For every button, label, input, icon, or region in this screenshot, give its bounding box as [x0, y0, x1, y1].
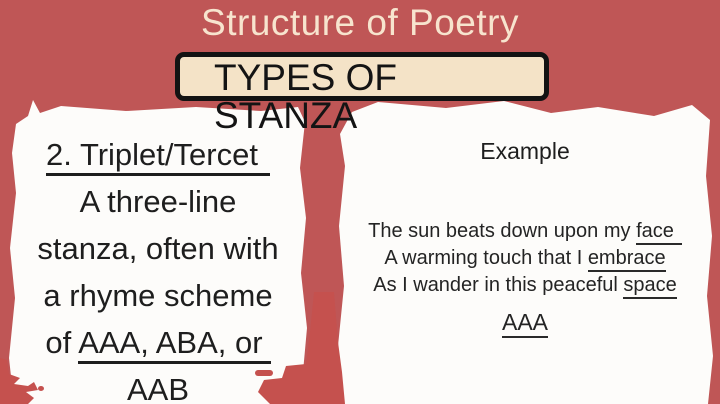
stanza-type-heading — [8, 131, 308, 178]
poem-line — [336, 245, 714, 272]
definition-line: a rhyme scheme — [43, 278, 273, 313]
poem-line-text: A warming touch that I — [384, 247, 588, 269]
rhyme-scheme-last-line — [8, 366, 308, 404]
poem-line-text: The sun beats down upon my — [368, 220, 637, 242]
types-of-stanza-label: TYPES OF STANZA — [214, 57, 397, 136]
poem-line-text: As I wander in this peaceful — [373, 274, 624, 296]
rhyme-scheme-options: AAA, ABA, or — [78, 325, 270, 364]
types-of-stanza-box — [175, 52, 549, 136]
rhyme-pattern-label — [336, 309, 714, 336]
slide-title: Structure of Poetry — [201, 2, 519, 43]
stanza-type-heading-text: 2. Triplet/Tercet — [46, 137, 270, 176]
rhyme-scheme-aab: AAB — [123, 372, 193, 404]
definition-line: stanza, often with — [37, 231, 279, 266]
example-poem — [336, 218, 714, 299]
poem-line — [336, 272, 714, 299]
rhyme-word: space — [623, 274, 676, 299]
rhyme-word: embrace — [588, 247, 666, 272]
example-heading: Example — [480, 138, 570, 164]
rhyme-scheme-line — [8, 319, 308, 366]
rhyme-word: face — [636, 220, 682, 245]
rhyme-pattern-text: AAA — [502, 309, 548, 338]
definition-line: A three-line — [79, 184, 237, 219]
poem-line — [336, 218, 714, 245]
stanza-definition — [8, 131, 308, 404]
rhyme-scheme-prefix: of — [45, 325, 79, 360]
